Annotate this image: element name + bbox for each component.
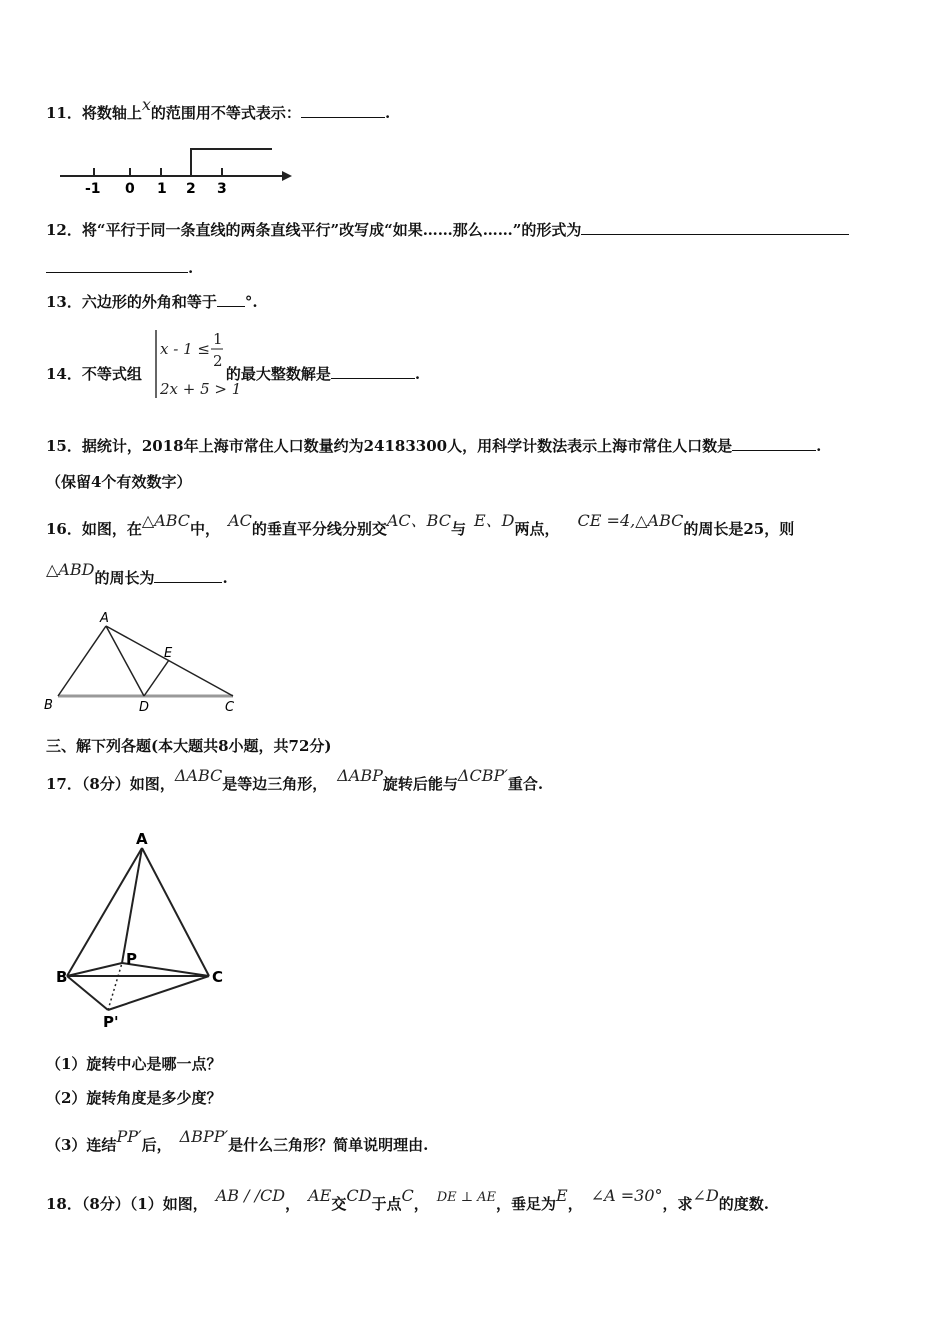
axis-label-neg1: -1 <box>85 181 101 197</box>
answer-blank[interactable] <box>217 292 245 307</box>
range-bracket <box>191 149 272 176</box>
answer-blank[interactable] <box>46 258 188 273</box>
q16-text-cont: △ABD的周长为 . <box>46 560 228 587</box>
label-E: E <box>164 646 173 661</box>
eq1-num: 1 <box>213 330 223 348</box>
q11-text: 11．将数轴上x的范围用不等式表示： . <box>46 95 391 122</box>
label-D: D <box>139 700 150 715</box>
q14-text: 14．不等式组 的最大整数解是 . <box>46 365 421 383</box>
answer-blank[interactable] <box>301 103 385 118</box>
label-B: B <box>56 968 68 986</box>
label-A: A <box>100 611 109 626</box>
q17-sub2: （2）旋转角度是多少度？ <box>46 1089 222 1107</box>
label-A: A <box>136 830 148 848</box>
answer-blank[interactable] <box>331 364 415 379</box>
eq2: 2x + 5 > 1 <box>160 380 242 398</box>
q15-note: （保留4个有效数字） <box>46 473 192 491</box>
axis-arrow <box>282 171 292 181</box>
q12-text: 12．将“平行于同一条直线的两条直线平行”改写成“如果……那么……”的形式为 <box>46 220 849 240</box>
answer-blank[interactable] <box>581 220 849 235</box>
inequality-system <box>150 326 250 406</box>
axis-label-0: 0 <box>125 181 135 197</box>
equilateral-triangle-figure <box>50 828 240 1038</box>
section-heading: 三、解下列各题(本大题共8小题，共72分) <box>46 737 332 755</box>
label-B: B <box>44 698 53 713</box>
q12-text-cont: . <box>46 258 193 278</box>
label-C: C <box>212 968 224 986</box>
q17-sub3: （3）连结PP′后， ΔBPP′是什么三角形？简单说明理由. <box>46 1127 429 1154</box>
q16-text: 16．如图，在△ABC中， AC的垂直平分线分别交AC、BC与 E、D两点， CE =4,△ABC的周长是25，则 <box>46 511 795 538</box>
q15-text: 15．据统计，2018年上海市常住人口数量约为24183300人，用科学计数法表示上海市常住人口数是 . <box>46 437 822 455</box>
q13-text: 13．六边形的外角和等于 °. <box>46 293 258 311</box>
eq1-den: 2 <box>213 352 223 370</box>
triangle-abc-figure <box>44 610 244 715</box>
q17-text: 17．（8分）如图，ΔABC是等边三角形， ΔABP旋转后能与ΔCBP′重合. <box>46 766 544 793</box>
label-P-prime: P' <box>103 1013 119 1031</box>
label-C: C <box>225 700 235 715</box>
label-P: P <box>126 950 137 968</box>
axis-label-1: 1 <box>157 181 167 197</box>
axis-label-3: 3 <box>217 181 227 197</box>
axis-label-2: 2 <box>186 181 196 197</box>
number-line-figure <box>60 140 300 200</box>
answer-blank[interactable] <box>154 568 222 583</box>
eq1-lhs: x - 1 ≤ <box>160 340 210 358</box>
q18-text: 18．（8分）（1）如图， AB / /CD， AE交CD于点C， DE ⊥ AE，垂足为E， ∠A =30°，求∠D的度数. <box>46 1186 770 1213</box>
answer-blank[interactable] <box>732 436 816 451</box>
q17-sub1: （1）旋转中心是哪一点？ <box>46 1055 222 1073</box>
